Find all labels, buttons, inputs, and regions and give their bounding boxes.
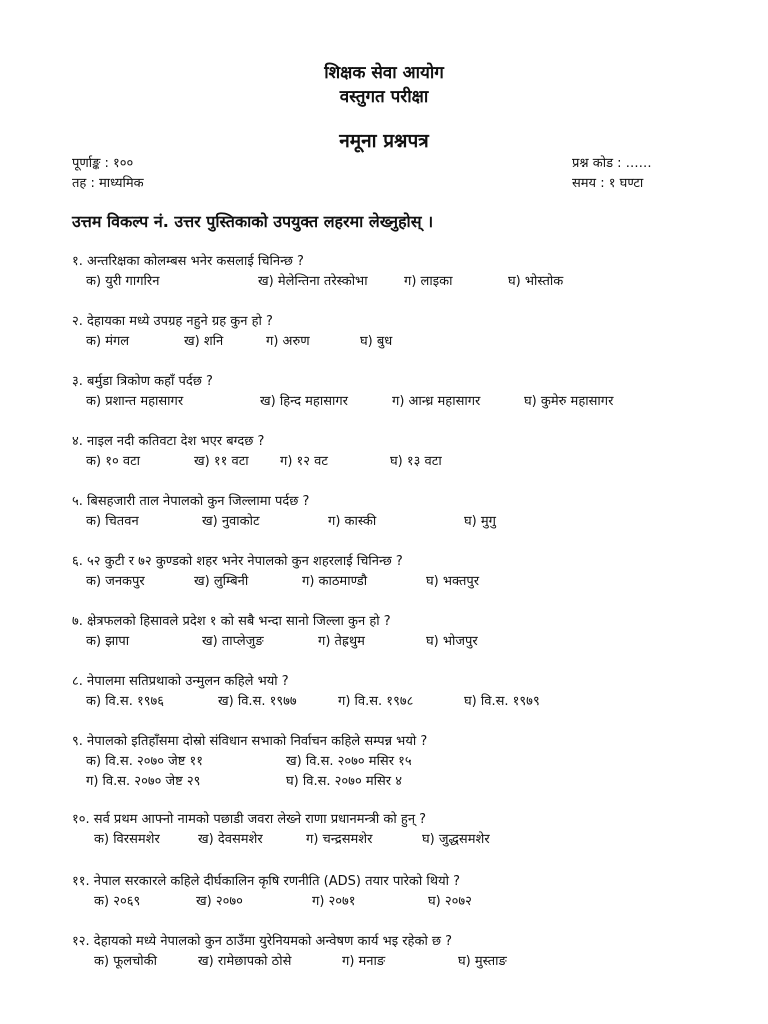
question-options-row1 bbox=[72, 752, 712, 772]
option-kha: ख) ११ वटा bbox=[194, 454, 249, 469]
question-3 bbox=[72, 372, 712, 412]
question-4 bbox=[72, 432, 712, 472]
option-ga: ग) तेह्रथुम bbox=[318, 634, 365, 649]
question-text: ४. नाइल नदी कतिवटा देश भएर बग्दछ ? bbox=[72, 434, 265, 449]
question-1 bbox=[72, 252, 712, 292]
question-options bbox=[72, 892, 712, 912]
option-ka: क) मंगल bbox=[86, 334, 130, 349]
question-options bbox=[72, 272, 712, 292]
option-kha: ख) लुम्बिनी bbox=[194, 574, 249, 589]
question-text: १०. सर्व प्रथम आफ्नो नामको पछाडी जवरा लेख्ने राणा प्रधानमन्त्री को हुन् ? bbox=[72, 812, 427, 827]
question-9 bbox=[72, 732, 712, 792]
question-text: ६. ५२ कुटी र ७२ कुण्डको शहर भनेर नेपालको कुन शहरलाई चिनिन्छ ? bbox=[72, 554, 403, 569]
option-gha: घ) भोस्तोक bbox=[508, 274, 564, 289]
question-7 bbox=[72, 612, 712, 652]
question-options bbox=[72, 692, 712, 712]
option-ga: ग) काठमाण्डौ bbox=[302, 574, 368, 589]
question-text: ९. नेपालको इतिहाँसमा दोस्रो संविधान सभाको निर्वाचन कहिले सम्पन्न भयो ? bbox=[72, 734, 428, 749]
option-ga: ग) २०७१ bbox=[312, 894, 356, 909]
question-2 bbox=[72, 312, 712, 352]
paper-title: नमूना प्रश्नपत्र bbox=[339, 130, 429, 152]
option-ga: ग) वि.स. १९७८ bbox=[338, 694, 414, 709]
question-options-row2 bbox=[72, 772, 712, 792]
question-options bbox=[72, 632, 712, 652]
question-text: ५. बिसहजारी ताल नेपालको कुन जिल्लामा पर्दछ ? bbox=[72, 494, 310, 509]
option-gha: घ) वि.स. २०७० मसिर ४ bbox=[286, 774, 402, 789]
question-options bbox=[72, 572, 712, 592]
option-gha: घ) जुद्धसमशेर bbox=[422, 832, 490, 847]
option-ka: क) १० वटा bbox=[86, 454, 140, 469]
question-text: १२. देहायको मध्ये नेपालको कुन ठाउँमा युरेनियमको अन्वेषण कार्य भइ रहेको छ ? bbox=[72, 934, 453, 949]
question-12 bbox=[72, 932, 712, 972]
option-kha: ख) वि.स. २०७० मसिर १५ bbox=[286, 754, 412, 769]
option-ga: ग) चन्द्रसमशेर bbox=[306, 832, 373, 847]
option-ka: क) जनकपुर bbox=[86, 574, 145, 589]
option-ka: क) प्रशान्त महासागर bbox=[86, 394, 184, 409]
question-options bbox=[72, 392, 712, 412]
option-gha: घ) भोजपुर bbox=[426, 634, 478, 649]
question-text: ११. नेपाल सरकारले कहिले दीर्घकालिन कृषि रणनीति (ADS) तयार पारेको थियो ? bbox=[72, 874, 461, 889]
option-ka: क) वि.स. २०७० जेष्ट ११ bbox=[86, 754, 204, 769]
question-code: प्रश्न कोड : …… bbox=[572, 156, 652, 171]
option-ga: ग) १२ वट bbox=[280, 454, 328, 469]
option-ga: ग) लाइका bbox=[404, 274, 453, 289]
option-ga: ग) वि.स. २०७० जेष्ट २९ bbox=[86, 774, 201, 789]
question-text: ८. नेपालमा सतिप्रथाको उन्मुलन कहिले भयो ? bbox=[72, 674, 289, 689]
option-gha: घ) मुस्ताङ bbox=[458, 954, 507, 969]
option-ga: ग) अरुण bbox=[266, 334, 310, 349]
question-8 bbox=[72, 672, 712, 712]
question-11 bbox=[72, 872, 712, 912]
option-gha: घ) बुध bbox=[360, 334, 393, 349]
option-gha: घ) २०७२ bbox=[428, 894, 472, 909]
question-6 bbox=[72, 552, 712, 592]
question-text: ७. क्षेत्रफलको हिसावले प्रदेश १ को सबै भन्दा सानो जिल्ला कुन हो ? bbox=[72, 614, 391, 629]
instruction: उत्तम विकल्प नं. उत्तर पुस्तिकाको उपयुक्त लहरमा लेख्नुहोस् । bbox=[72, 212, 434, 231]
full-marks: पूर्णाङ्क : १०० bbox=[72, 156, 134, 171]
option-kha: ख) देवसमशेर bbox=[198, 832, 263, 847]
option-ka: क) २०६९ bbox=[94, 894, 141, 909]
option-ka: क) वि.स. १९७६ bbox=[86, 694, 165, 709]
option-kha: ख) ताप्लेजुङ bbox=[202, 634, 264, 649]
question-options bbox=[72, 452, 712, 472]
question-text: २. देहायका मध्ये उपग्रह नहुने ग्रह कुन हो ? bbox=[72, 314, 273, 329]
option-kha: ख) रामेछापको ठोसे bbox=[198, 954, 292, 969]
question-10 bbox=[72, 810, 712, 850]
option-kha: ख) शनि bbox=[184, 334, 224, 349]
exam-type: वस्तुगत परीक्षा bbox=[339, 87, 429, 107]
option-kha: ख) मेलेन्तिना तरेस्कोभा bbox=[258, 274, 368, 289]
option-kha: ख) २०७० bbox=[196, 894, 243, 909]
option-ka: क) फूलचोकी bbox=[94, 954, 157, 969]
option-ga: ग) मनाङ bbox=[342, 954, 386, 969]
exam-time: समय : १ घण्टा bbox=[572, 176, 644, 191]
option-gha: घ) मुगु bbox=[464, 514, 496, 529]
org-title: शिक्षक सेवा आयोग bbox=[324, 63, 444, 83]
question-5 bbox=[72, 492, 712, 532]
option-gha: घ) १३ वटा bbox=[390, 454, 442, 469]
option-gha: घ) कुमेरु महासागर bbox=[524, 394, 614, 409]
option-gha: घ) भक्तपुर bbox=[426, 574, 480, 589]
option-gha: घ) वि.स. १९७९ bbox=[464, 694, 540, 709]
option-kha: ख) हिन्द महासागर bbox=[260, 394, 348, 409]
question-options bbox=[72, 332, 712, 352]
option-ka: क) चितवन bbox=[86, 514, 139, 529]
option-ka: क) युरी गागरिन bbox=[86, 274, 160, 289]
option-kha: ख) वि.स. १९७७ bbox=[218, 694, 297, 709]
option-kha: ख) नुवाकोट bbox=[202, 514, 260, 529]
question-text: ३. बर्मुडा त्रिकोण कहाँ पर्दछ ? bbox=[72, 374, 213, 389]
question-options bbox=[72, 512, 712, 532]
question-text: १. अन्तरिक्षका कोलम्बस भनेर कसलाई चिनिन्छ ? bbox=[72, 254, 304, 269]
option-ga: ग) कास्की bbox=[328, 514, 377, 529]
option-ga: ग) आन्ध्र महासागर bbox=[392, 394, 481, 409]
level: तह : माध्यमिक bbox=[72, 176, 144, 191]
question-options bbox=[72, 830, 712, 850]
question-options bbox=[72, 952, 712, 972]
option-ka: क) झापा bbox=[86, 634, 130, 649]
option-ka: क) विरसमशेर bbox=[94, 832, 160, 847]
